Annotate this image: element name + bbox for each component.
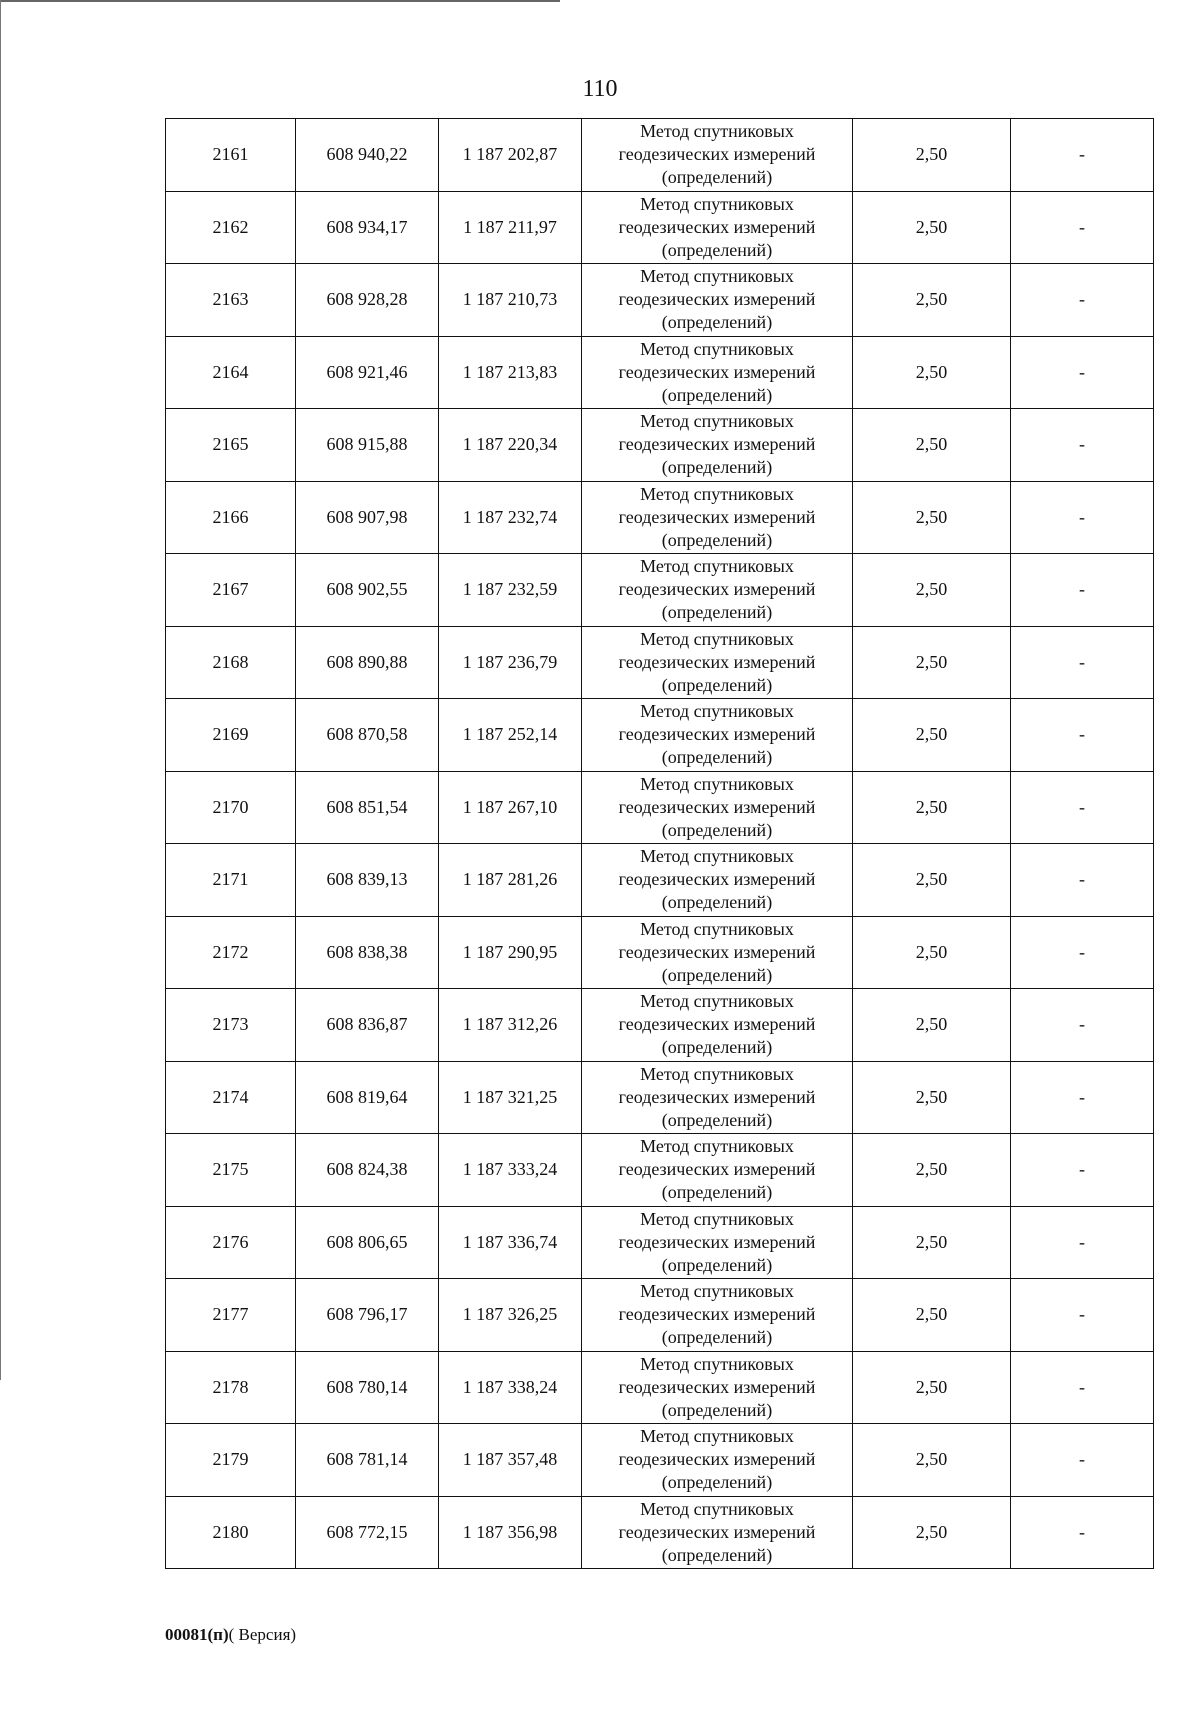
x-coordinate-cell: 608 928,28 — [296, 264, 439, 337]
point-number-cell: 2176 — [166, 1206, 296, 1279]
page-number: 110 — [582, 76, 618, 102]
point-number-cell: 2174 — [166, 1061, 296, 1134]
point-number-cell: 2168 — [166, 626, 296, 699]
note-cell: - — [1011, 1424, 1154, 1497]
x-coordinate-cell: 608 839,13 — [296, 844, 439, 917]
point-number-cell: 2163 — [166, 264, 296, 337]
note-cell: - — [1011, 191, 1154, 264]
x-coordinate-cell: 608 902,55 — [296, 554, 439, 627]
y-coordinate-cell: 1 187 220,34 — [439, 409, 582, 482]
x-coordinate-cell: 608 940,22 — [296, 119, 439, 192]
method-cell: Метод спутниковых геодезических измерений (определений) — [582, 1206, 853, 1279]
x-coordinate-cell: 608 890,88 — [296, 626, 439, 699]
note-cell: - — [1011, 626, 1154, 699]
method-cell: Метод спутниковых геодезических измерений (определений) — [582, 1279, 853, 1352]
note-cell: - — [1011, 264, 1154, 337]
method-cell: Метод спутниковых геодезических измерений (определений) — [582, 1424, 853, 1497]
x-coordinate-cell: 608 824,38 — [296, 1134, 439, 1207]
y-coordinate-cell: 1 187 321,25 — [439, 1061, 582, 1134]
point-number-cell: 2161 — [166, 119, 296, 192]
accuracy-cell: 2,50 — [853, 916, 1011, 989]
method-cell: Метод спутниковых геодезических измерений (определений) — [582, 989, 853, 1062]
accuracy-cell: 2,50 — [853, 264, 1011, 337]
accuracy-cell: 2,50 — [853, 1279, 1011, 1352]
method-cell: Метод спутниковых геодезических измерений (определений) — [582, 554, 853, 627]
x-coordinate-cell: 608 907,98 — [296, 481, 439, 554]
accuracy-cell: 2,50 — [853, 191, 1011, 264]
y-coordinate-cell: 1 187 213,83 — [439, 336, 582, 409]
table-body — [166, 119, 1154, 1569]
accuracy-cell: 2,50 — [853, 989, 1011, 1062]
note-cell: - — [1011, 1496, 1154, 1569]
point-number-cell: 2178 — [166, 1351, 296, 1424]
y-coordinate-cell: 1 187 281,26 — [439, 844, 582, 917]
note-cell: - — [1011, 409, 1154, 482]
y-coordinate-cell: 1 187 312,26 — [439, 989, 582, 1062]
method-cell: Метод спутниковых геодезических измерений (определений) — [582, 409, 853, 482]
accuracy-cell: 2,50 — [853, 554, 1011, 627]
method-cell: Метод спутниковых геодезических измерений (определений) — [582, 1351, 853, 1424]
accuracy-cell: 2,50 — [853, 1424, 1011, 1497]
x-coordinate-cell: 608 806,65 — [296, 1206, 439, 1279]
accuracy-cell: 2,50 — [853, 409, 1011, 482]
y-coordinate-cell: 1 187 210,73 — [439, 264, 582, 337]
table-row — [166, 1134, 1154, 1207]
y-coordinate-cell: 1 187 236,79 — [439, 626, 582, 699]
point-number-cell: 2171 — [166, 844, 296, 917]
accuracy-cell: 2,50 — [853, 119, 1011, 192]
table-row — [166, 1061, 1154, 1134]
accuracy-cell: 2,50 — [853, 1061, 1011, 1134]
footer — [165, 1624, 296, 1646]
table-row — [166, 1206, 1154, 1279]
table-row — [166, 336, 1154, 409]
y-coordinate-cell: 1 187 267,10 — [439, 771, 582, 844]
note-cell: - — [1011, 989, 1154, 1062]
y-coordinate-cell: 1 187 333,24 — [439, 1134, 582, 1207]
accuracy-cell: 2,50 — [853, 626, 1011, 699]
note-cell: - — [1011, 481, 1154, 554]
table-row — [166, 554, 1154, 627]
x-coordinate-cell: 608 915,88 — [296, 409, 439, 482]
y-coordinate-cell: 1 187 357,48 — [439, 1424, 582, 1497]
point-number-cell: 2172 — [166, 916, 296, 989]
table-row — [166, 626, 1154, 699]
coordinates-table — [165, 118, 1154, 1569]
x-coordinate-cell: 608 796,17 — [296, 1279, 439, 1352]
note-cell: - — [1011, 916, 1154, 989]
point-number-cell: 2177 — [166, 1279, 296, 1352]
table-row — [166, 1496, 1154, 1569]
table-row — [166, 119, 1154, 192]
y-coordinate-cell: 1 187 202,87 — [439, 119, 582, 192]
note-cell: - — [1011, 771, 1154, 844]
note-cell: - — [1011, 554, 1154, 627]
method-cell: Метод спутниковых геодезических измерений (определений) — [582, 844, 853, 917]
table-row — [166, 481, 1154, 554]
table-row — [166, 989, 1154, 1062]
document-version: ( Версия) — [228, 1625, 297, 1644]
table-row — [166, 1279, 1154, 1352]
point-number-cell: 2169 — [166, 699, 296, 772]
accuracy-cell: 2,50 — [853, 1351, 1011, 1424]
x-coordinate-cell: 608 870,58 — [296, 699, 439, 772]
point-number-cell: 2162 — [166, 191, 296, 264]
x-coordinate-cell: 608 836,87 — [296, 989, 439, 1062]
method-cell: Метод спутниковых геодезических измерений (определений) — [582, 916, 853, 989]
accuracy-cell: 2,50 — [853, 771, 1011, 844]
point-number-cell: 2173 — [166, 989, 296, 1062]
accuracy-cell: 2,50 — [853, 481, 1011, 554]
point-number-cell: 2179 — [166, 1424, 296, 1497]
table-row — [166, 191, 1154, 264]
scan-edge-left — [0, 0, 1, 1380]
accuracy-cell: 2,50 — [853, 699, 1011, 772]
table-row — [166, 844, 1154, 917]
accuracy-cell: 2,50 — [853, 1206, 1011, 1279]
y-coordinate-cell: 1 187 290,95 — [439, 916, 582, 989]
point-number-cell: 2167 — [166, 554, 296, 627]
point-number-cell: 2166 — [166, 481, 296, 554]
point-number-cell: 2165 — [166, 409, 296, 482]
y-coordinate-cell: 1 187 232,74 — [439, 481, 582, 554]
method-cell: Метод спутниковых геодезических измерений (определений) — [582, 1134, 853, 1207]
table-row — [166, 1351, 1154, 1424]
point-number-cell: 2180 — [166, 1496, 296, 1569]
note-cell: - — [1011, 1351, 1154, 1424]
x-coordinate-cell: 608 772,15 — [296, 1496, 439, 1569]
method-cell: Метод спутниковых геодезических измерений (определений) — [582, 191, 853, 264]
y-coordinate-cell: 1 187 252,14 — [439, 699, 582, 772]
method-cell: Метод спутниковых геодезических измерений (определений) — [582, 699, 853, 772]
note-cell: - — [1011, 336, 1154, 409]
method-cell: Метод спутниковых геодезических измерений (определений) — [582, 1061, 853, 1134]
method-cell: Метод спутниковых геодезических измерений (определений) — [582, 771, 853, 844]
accuracy-cell: 2,50 — [853, 844, 1011, 917]
method-cell: Метод спутниковых геодезических измерений (определений) — [582, 264, 853, 337]
x-coordinate-cell: 608 934,17 — [296, 191, 439, 264]
table-row — [166, 1424, 1154, 1497]
note-cell: - — [1011, 1061, 1154, 1134]
note-cell: - — [1011, 699, 1154, 772]
table-row — [166, 264, 1154, 337]
point-number-cell: 2170 — [166, 771, 296, 844]
method-cell: Метод спутниковых геодезических измерений (определений) — [582, 119, 853, 192]
table-row — [166, 916, 1154, 989]
method-cell: Метод спутниковых геодезических измерений (определений) — [582, 1496, 853, 1569]
accuracy-cell: 2,50 — [853, 1134, 1011, 1207]
y-coordinate-cell: 1 187 338,24 — [439, 1351, 582, 1424]
y-coordinate-cell: 1 187 356,98 — [439, 1496, 582, 1569]
accuracy-cell: 2,50 — [853, 1496, 1011, 1569]
table-row — [166, 409, 1154, 482]
method-cell: Метод спутниковых геодезических измерений (определений) — [582, 336, 853, 409]
note-cell: - — [1011, 1134, 1154, 1207]
x-coordinate-cell: 608 819,64 — [296, 1061, 439, 1134]
point-number-cell: 2175 — [166, 1134, 296, 1207]
y-coordinate-cell: 1 187 326,25 — [439, 1279, 582, 1352]
note-cell: - — [1011, 1206, 1154, 1279]
note-cell: - — [1011, 119, 1154, 192]
x-coordinate-cell: 608 781,14 — [296, 1424, 439, 1497]
table-row — [166, 771, 1154, 844]
method-cell: Метод спутниковых геодезических измерений (определений) — [582, 626, 853, 699]
y-coordinate-cell: 1 187 336,74 — [439, 1206, 582, 1279]
note-cell: - — [1011, 1279, 1154, 1352]
x-coordinate-cell: 608 921,46 — [296, 336, 439, 409]
scan-edge-top — [0, 0, 560, 2]
x-coordinate-cell: 608 780,14 — [296, 1351, 439, 1424]
x-coordinate-cell: 608 838,38 — [296, 916, 439, 989]
accuracy-cell: 2,50 — [853, 336, 1011, 409]
x-coordinate-cell: 608 851,54 — [296, 771, 439, 844]
note-cell: - — [1011, 844, 1154, 917]
document-code: 00081(п) — [165, 1625, 229, 1644]
method-cell: Метод спутниковых геодезических измерений (определений) — [582, 481, 853, 554]
table-row — [166, 699, 1154, 772]
y-coordinate-cell: 1 187 232,59 — [439, 554, 582, 627]
y-coordinate-cell: 1 187 211,97 — [439, 191, 582, 264]
point-number-cell: 2164 — [166, 336, 296, 409]
